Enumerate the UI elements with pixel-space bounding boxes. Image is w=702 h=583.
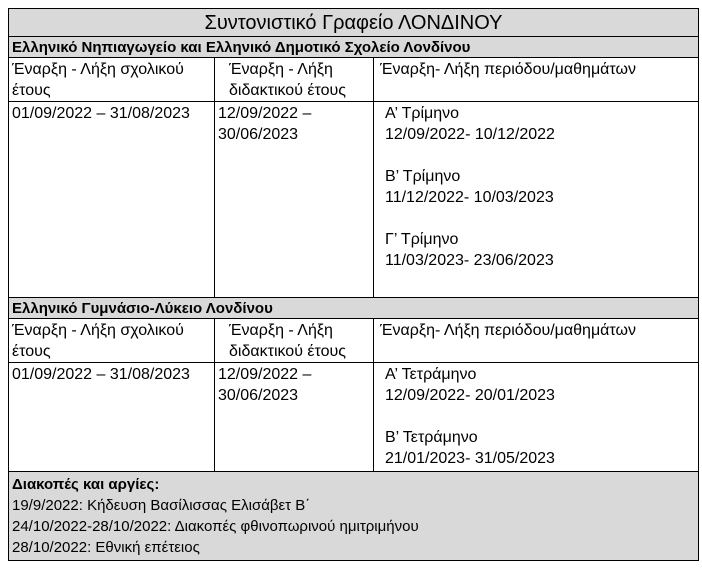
school-calendar-table (8, 8, 699, 561)
calendar-document (8, 8, 698, 561)
periods-cell (374, 102, 699, 298)
section-heading-secondary: Ελληνικό Γυμνάσιο-Λύκειο Λονδίνου (9, 298, 699, 319)
holiday-item: 19/9/2022: Κήδευση Βασίλισσας Ελισάβετ Β΄ (12, 497, 311, 514)
teaching-year-value: 12/09/2022 – 30/06/2023 (215, 102, 374, 298)
document-title: Συντονιστικό Γραφείο ΛΟΝΔΙΝΟΥ (9, 9, 699, 37)
period-label: Β’ Τετράμηνο (385, 429, 478, 446)
period-label: Α’ Τετράμηνο (385, 366, 477, 383)
period-label: Α’ Τρίμηνο (385, 105, 460, 122)
header-teaching-year: Έναρξη - Λήξη διδακτικού έτους (215, 58, 374, 102)
column-header-row (9, 319, 699, 363)
holidays-heading: Διακοπές και αργίες: (12, 476, 160, 493)
period-dates: 21/01/2023- 31/05/2023 (385, 450, 555, 467)
header-teaching-year: Έναρξη - Λήξη διδακτικού έτους (215, 319, 374, 363)
table-row (9, 363, 699, 472)
table-row (9, 102, 699, 298)
holiday-item: 24/10/2022-28/10/2022: Διακοπές φθινοπωρινού ημιτριμήνου (12, 518, 419, 535)
school-year-value: 01/09/2022 – 31/08/2023 (9, 363, 215, 472)
period-dates: 12/09/2022- 20/01/2023 (385, 387, 555, 404)
teaching-year-value: 12/09/2022 – 30/06/2023 (215, 363, 374, 472)
header-periods: Έναρξη- Λήξη περιόδου/μαθημάτων (374, 319, 699, 363)
periods-cell (374, 363, 699, 472)
column-header-row (9, 58, 699, 102)
header-school-year: Έναρξη - Λήξη σχολικού έτους (9, 58, 215, 102)
holiday-item: 28/10/2022: Εθνική επέτειος (12, 539, 200, 556)
period-label: Β’ Τρίμηνο (385, 168, 461, 185)
school-year-value: 01/09/2022 – 31/08/2023 (9, 102, 215, 298)
period-dates: 11/03/2023- 23/06/2023 (385, 252, 554, 269)
header-periods: Έναρξη- Λήξη περιόδου/μαθημάτων (374, 58, 699, 102)
period-item (385, 103, 695, 145)
header-school-year: Έναρξη - Λήξη σχολικού έτους (9, 319, 215, 363)
period-dates: 11/12/2022- 10/03/2023 (385, 189, 554, 206)
period-item (385, 427, 695, 469)
section-heading-primary: Ελληνικό Νηπιαγωγείο και Ελληνικό Δημοτικό Σχολείο Λονδίνου (9, 37, 699, 58)
period-item (385, 364, 695, 406)
period-item (385, 229, 695, 271)
period-dates: 12/09/2022- 10/12/2022 (385, 126, 555, 143)
holidays-block (9, 472, 699, 561)
period-item (385, 166, 695, 208)
period-label: Γ’ Τρίμηνο (385, 231, 459, 248)
